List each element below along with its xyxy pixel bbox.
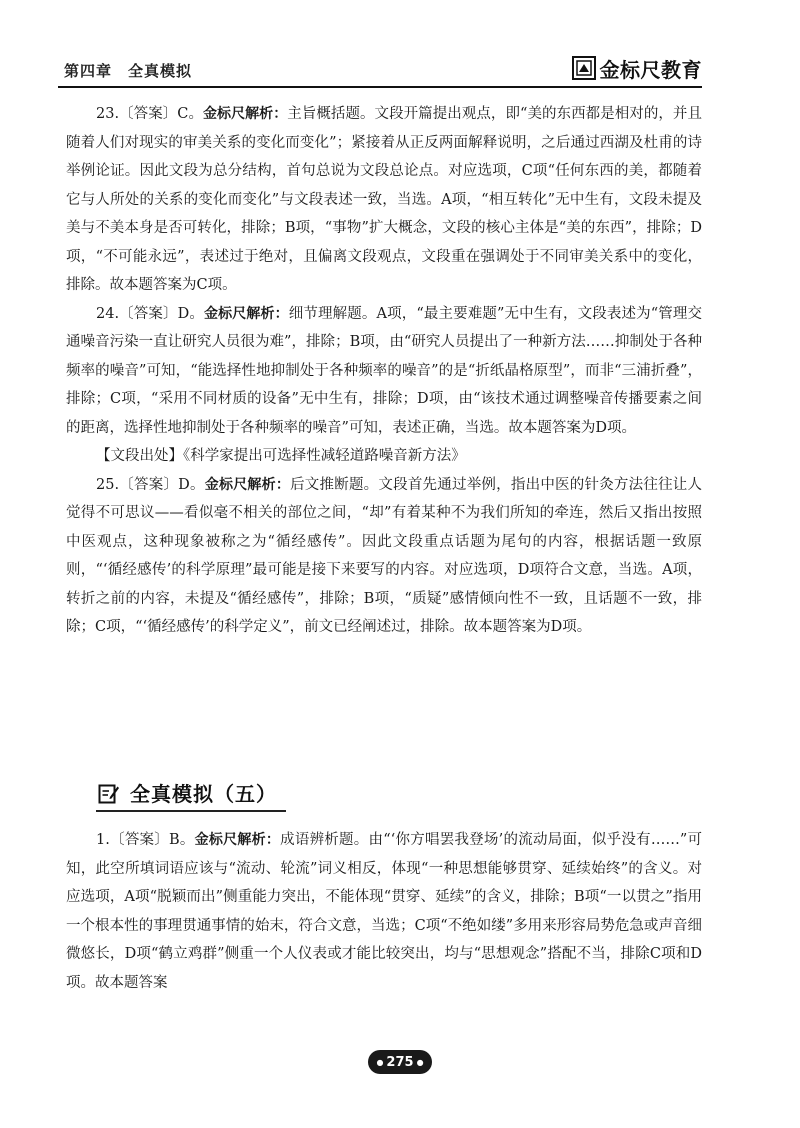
analysis-text: 后文推断题。文段首先通过举例，指出中医的针灸方法往往让人觉得不可思议——看似毫不相关的部位之间，“却”有着某种不为我们所知的牵连，然后又指出按照中医观点，这种现象被称之为“循经感传”。因此文段重点话题为尾句的内容，根据话题一致原则，“‘循经感传’的科学原理”最可能是接下来要写的内容。对应选项，D项符合文意，当选。A项，转折之前的内容，未提及“循经感传”，排除；B项，“质疑”感情倾向性不一致，且话题不一致，排除；C项，“‘循经感传’的科学定义”，前文已经阐述过，排除。故本题答案为D项。 — [66, 476, 703, 635]
question-number: 24. — [96, 305, 120, 322]
section-heading — [96, 776, 286, 810]
analysis-text: 成语辨析题。由“‘你方唱罢我登场’的流动局面，似乎没有……”可知，此空所填词语应该与“流动、轮流”词义相反，体现“一种思想能够贯穿、延续始终”的含义。对应选项，A项“脱颖而出”侧重能力突出，不能体现“贯穿、延续”的含义，排除；B项“一以贯之”指用一个根本性的事理贯通事情的始末，符合文意，当选；C项“不绝如缕”多用来形容局势危急或声音细微悠长，D项“鹤立鸡群”侧重一个人仪表或才能比较突出，均与“思想观念”搭配不当，排除C项和D项。故本题答案 — [66, 832, 703, 991]
analysis-label: 金标尺解析： — [202, 106, 288, 122]
source-title: 《科学家提出可选择性减轻道路噪音新方法》 — [183, 448, 466, 464]
answer-tag: 〔答案〕 — [119, 106, 178, 122]
answer-tag: 〔答案〕 — [119, 305, 178, 322]
source-label: 【文段出处】 — [96, 448, 183, 464]
answer-value: C。 — [177, 106, 203, 122]
answer-tag: 〔答案〕 — [109, 832, 170, 848]
answer-value: D。 — [177, 305, 205, 322]
question-1 — [66, 826, 702, 997]
question-23 — [66, 100, 702, 300]
analysis-label: 金标尺解析： — [204, 476, 291, 493]
analysis-text: 细节理解题。A项，“最主要难题”无中生有，文段表述为“管理交通噪音污染一直让研究人员很为难”，排除；B项，由“研究人员提出了一种新方法……抑制处于各种频率的噪音”可知，“能选择性地抑制处于各种频率的噪音”的是“折纸晶格原型”，而非“三浦折叠”，排除；C项，“采用不同材质的设备”无中生有，排除；D项，由“该技术通过调整噪音传播要素之间的距离，选择性地抑制处于各种频率的噪音”可知，表述正确，当选。故本题答案为D项。 — [66, 305, 702, 436]
dot-icon: ● — [376, 1057, 384, 1067]
ruler-logo-icon — [572, 56, 596, 80]
answer-value: D。 — [178, 476, 205, 493]
answer-analysis-block — [66, 100, 702, 642]
answer-analysis-block-2 — [66, 826, 702, 997]
dot-icon: ● — [416, 1057, 424, 1067]
question-25 — [66, 471, 702, 642]
header-divider — [58, 86, 702, 88]
question-24 — [66, 300, 702, 443]
question-number: 23. — [96, 106, 120, 122]
answer-tag: 〔答案〕 — [119, 476, 179, 493]
answer-value: B。 — [169, 832, 195, 848]
chapter-title: 第四章 全真模拟 — [64, 62, 193, 80]
source-citation — [66, 442, 702, 471]
brand-name: 金标尺教育 — [599, 57, 702, 82]
analysis-text: 主旨概括题。文段开篇提出观点，即“美的东西都是相对的，并且随着人们对现实的审美关系的变化而变化”；紧接着从正反两面解释说明，之后通过西湖及杜甫的诗举例论证。因此文段为总分结构，首句总说为文段总论点。对应选项，C项“任何东西的美，都随着它与人所处的关系的变化而变化”与文段表述一致，当选。A项，“相互转化”无中生有，文段未提及美与不美本身是否可转化，排除；B项，“事物”扩大概念，文段的核心主体是“美的东西”，排除；D项，“不可能永远”，表述过于绝对，且偏离文段观点，文段重在强调处于不同审美关系中的变化，排除。故本题答案为C项。 — [66, 106, 702, 293]
section-title: 全真模拟（五） — [130, 782, 277, 806]
brand — [572, 54, 703, 82]
edit-note-icon — [98, 782, 120, 804]
page-header — [58, 54, 702, 86]
page-number-badge — [368, 1050, 432, 1074]
analysis-label: 金标尺解析： — [194, 832, 281, 848]
section-underline — [96, 810, 286, 812]
analysis-label: 金标尺解析： — [204, 305, 289, 322]
question-number: 25. — [96, 476, 120, 493]
question-number: 1. — [96, 832, 110, 848]
page-number: 275 — [386, 1054, 414, 1070]
